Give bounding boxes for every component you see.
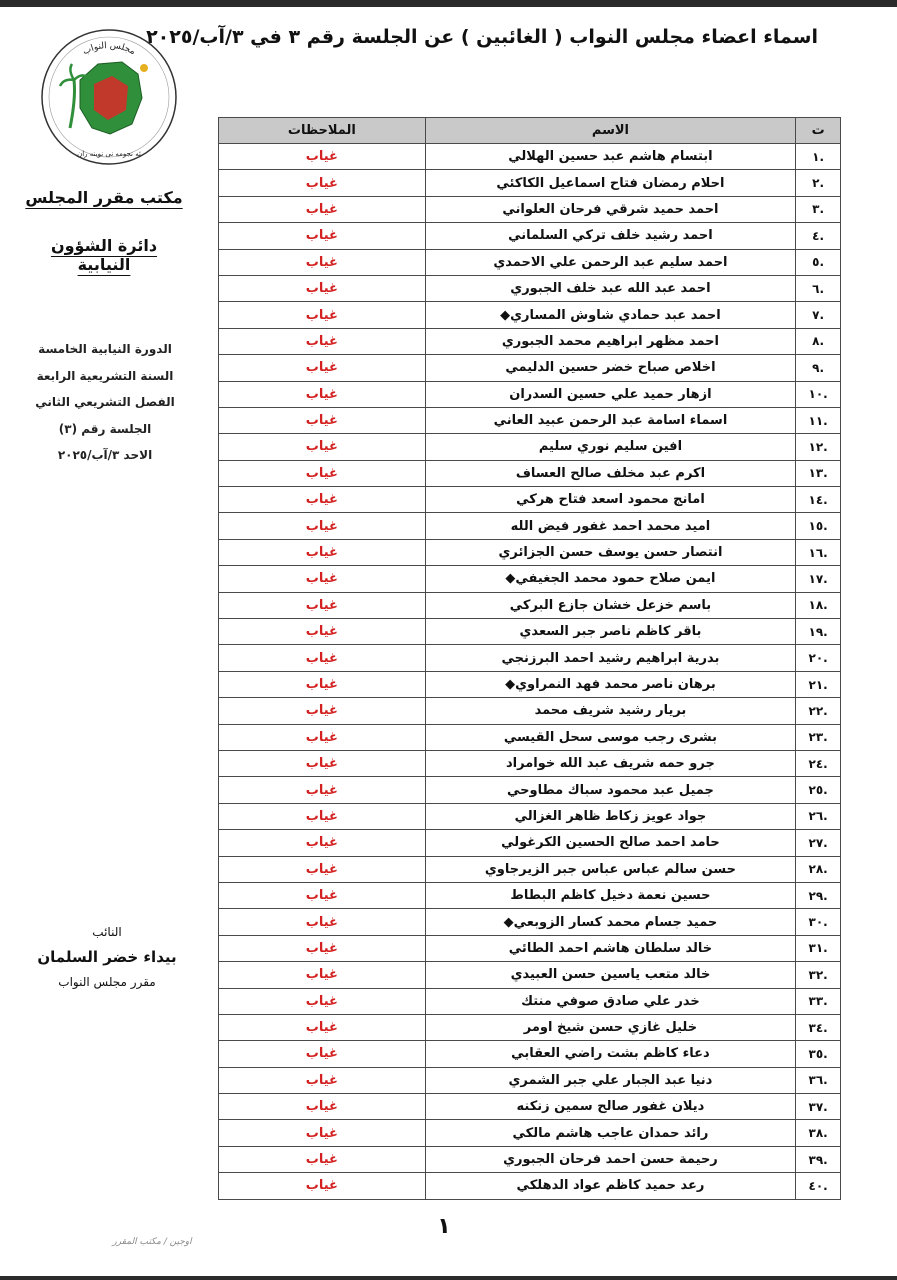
member-name: احمد حميد شرقي فرحان العلواني bbox=[425, 196, 796, 222]
row-number: .١٩ bbox=[796, 619, 841, 645]
absence-note: غياب bbox=[219, 487, 426, 513]
absence-note: غياب bbox=[219, 275, 426, 301]
row-number: .٢٢ bbox=[796, 698, 841, 724]
row-number: .٣٨ bbox=[796, 1120, 841, 1146]
member-name: افين سليم نوري سليم bbox=[425, 434, 796, 460]
member-name: بدرية ابراهيم رشيد احمد البرزنجي bbox=[425, 645, 796, 671]
logo-text-top: مجلس النواب bbox=[81, 40, 137, 58]
row-number: .٣٢ bbox=[796, 962, 841, 988]
row-number: .٢ bbox=[796, 170, 841, 196]
row-number: .٣ bbox=[796, 196, 841, 222]
table-row bbox=[219, 1146, 841, 1172]
absence-note: غياب bbox=[219, 144, 426, 170]
table-row bbox=[219, 1173, 841, 1199]
table-body bbox=[219, 144, 841, 1200]
member-name: باقر كاظم ناصر جبر السعدي bbox=[425, 619, 796, 645]
member-name: اخلاص صباح خضر حسين الدليمي bbox=[425, 355, 796, 381]
table-row bbox=[219, 830, 841, 856]
document-title: اسماء اعضاء مجلس النواب ( الغائبين ) عن الجلسة رقم ٣ في ٣/آب/٢٠٢٥ bbox=[146, 26, 818, 48]
member-name: ابتسام هاشم عبد حسين الهلالي bbox=[425, 144, 796, 170]
bottom-border bbox=[0, 1276, 897, 1280]
table-row bbox=[219, 1120, 841, 1146]
table-row bbox=[219, 935, 841, 961]
table-row bbox=[219, 803, 841, 829]
absence-note: غياب bbox=[219, 1120, 426, 1146]
member-name: اميد محمد احمد غفور فيض الله bbox=[425, 513, 796, 539]
absence-note: غياب bbox=[219, 434, 426, 460]
absence-note: غياب bbox=[219, 592, 426, 618]
member-name: رعد حميد كاظم عواد الدهلكي bbox=[425, 1173, 796, 1199]
table-row bbox=[219, 698, 841, 724]
member-name: برهان ناصر محمد فهد النمراوي◆ bbox=[425, 671, 796, 697]
absence-note: غياب bbox=[219, 1041, 426, 1067]
table-header-row bbox=[219, 118, 841, 144]
member-name: خليل غازي حسن شيخ اومر bbox=[425, 1014, 796, 1040]
absence-note: غياب bbox=[219, 856, 426, 882]
absence-note: غياب bbox=[219, 328, 426, 354]
absence-note: غياب bbox=[219, 355, 426, 381]
member-name: خدر علي صادق صوفي منتك bbox=[425, 988, 796, 1014]
row-number: .٣٥ bbox=[796, 1041, 841, 1067]
absent-members-table bbox=[218, 117, 841, 1200]
absence-note: غياب bbox=[219, 1146, 426, 1172]
absence-note: غياب bbox=[219, 962, 426, 988]
member-name: باسم خزعل خشان جازع البركي bbox=[425, 592, 796, 618]
table-row bbox=[219, 328, 841, 354]
absence-note: غياب bbox=[219, 170, 426, 196]
absence-note: غياب bbox=[219, 1173, 426, 1199]
member-name: احلام رمضان فتاح اسماعيل الكاكئي bbox=[425, 170, 796, 196]
member-name: احمد رشيد خلف تركي السلماني bbox=[425, 223, 796, 249]
table-row bbox=[219, 144, 841, 170]
footnote: اوجين / مكتب المقرر bbox=[112, 1237, 192, 1247]
absence-note: غياب bbox=[219, 223, 426, 249]
header-notes: الملاحظات bbox=[219, 118, 426, 144]
row-number: .٦ bbox=[796, 275, 841, 301]
table-row bbox=[219, 460, 841, 486]
absence-note: غياب bbox=[219, 460, 426, 486]
signature-role: مقرر مجلس النواب bbox=[58, 975, 156, 989]
row-number: .١ bbox=[796, 144, 841, 170]
member-name: جواد عويز زكاط ظاهر الغزالي bbox=[425, 803, 796, 829]
page-number: ١ bbox=[437, 1214, 451, 1239]
member-name: رائد حمدان عاجب هاشم مالكي bbox=[425, 1120, 796, 1146]
row-number: .٩ bbox=[796, 355, 841, 381]
table-row bbox=[219, 355, 841, 381]
session-line-date: الاحد ٣/آب/٢٠٢٥ bbox=[57, 448, 153, 463]
row-number: .٣٣ bbox=[796, 988, 841, 1014]
row-number: .٢٣ bbox=[796, 724, 841, 750]
table-row bbox=[219, 645, 841, 671]
absence-note: غياب bbox=[219, 539, 426, 565]
absence-note: غياب bbox=[219, 777, 426, 803]
row-number: .٣٧ bbox=[796, 1094, 841, 1120]
table-row bbox=[219, 750, 841, 776]
table-row bbox=[219, 724, 841, 750]
member-name: جرو حمه شريف عبد الله خوامراد bbox=[425, 750, 796, 776]
session-line-year: السنة التشريعية الرابعة bbox=[36, 368, 174, 383]
member-name: احمد عبد الله عبد خلف الجبوري bbox=[425, 275, 796, 301]
table-row bbox=[219, 275, 841, 301]
table-row bbox=[219, 1094, 841, 1120]
table-row bbox=[219, 962, 841, 988]
absence-note: غياب bbox=[219, 1014, 426, 1040]
absence-note: غياب bbox=[219, 407, 426, 433]
row-number: .٢٦ bbox=[796, 803, 841, 829]
row-number: .١١ bbox=[796, 407, 841, 433]
member-name: دنيا عبد الجبار علي جبر الشمري bbox=[425, 1067, 796, 1093]
member-name: حميد جسام محمد كسار الزوبعي◆ bbox=[425, 909, 796, 935]
absence-note: غياب bbox=[219, 803, 426, 829]
table-row bbox=[219, 223, 841, 249]
absence-note: غياب bbox=[219, 882, 426, 908]
signature-name: بيداء خضر السلمان bbox=[37, 948, 177, 966]
row-number: .١٣ bbox=[796, 460, 841, 486]
absence-note: غياب bbox=[219, 830, 426, 856]
row-number: .٤٠ bbox=[796, 1173, 841, 1199]
absence-note: غياب bbox=[219, 1094, 426, 1120]
member-name: خالد سلطان هاشم احمد الطائي bbox=[425, 935, 796, 961]
table-row bbox=[219, 909, 841, 935]
table-row bbox=[219, 407, 841, 433]
table-row bbox=[219, 1014, 841, 1040]
row-number: .٢٨ bbox=[796, 856, 841, 882]
absence-note: غياب bbox=[219, 724, 426, 750]
member-name: انتصار حسن يوسف حسن الجزائري bbox=[425, 539, 796, 565]
row-number: .٨ bbox=[796, 328, 841, 354]
office-title: مكتب مقرر المجلس bbox=[25, 188, 183, 207]
top-border bbox=[0, 0, 897, 7]
row-number: .٢٧ bbox=[796, 830, 841, 856]
row-number: .٥ bbox=[796, 249, 841, 275]
row-number: .٣٤ bbox=[796, 1014, 841, 1040]
absence-note: غياب bbox=[219, 513, 426, 539]
member-name: اسماء اسامة عبد الرحمن عبيد العاني bbox=[425, 407, 796, 433]
absence-note: غياب bbox=[219, 698, 426, 724]
logo-text-bottom: ئه نجومه نى نوينه ران bbox=[77, 150, 141, 158]
table-row bbox=[219, 1041, 841, 1067]
absence-note: غياب bbox=[219, 909, 426, 935]
member-name: جميل عبد محمود سباك مطاوحي bbox=[425, 777, 796, 803]
row-number: .١٢ bbox=[796, 434, 841, 460]
row-number: .٣٦ bbox=[796, 1067, 841, 1093]
absence-note: غياب bbox=[219, 645, 426, 671]
row-number: .٧ bbox=[796, 302, 841, 328]
row-number: .٢٩ bbox=[796, 882, 841, 908]
row-number: .٣٩ bbox=[796, 1146, 841, 1172]
table-row bbox=[219, 882, 841, 908]
member-name: حسن سالم عباس عباس جبر الزيرجاوي bbox=[425, 856, 796, 882]
member-name: ايمن صلاح حمود محمد الجغيفي◆ bbox=[425, 566, 796, 592]
absence-note: غياب bbox=[219, 566, 426, 592]
member-name: حامد احمد صالح الحسين الكرغولي bbox=[425, 830, 796, 856]
row-number: .٢٠ bbox=[796, 645, 841, 671]
table-row bbox=[219, 170, 841, 196]
member-name: امانج محمود اسعد فتاح هركي bbox=[425, 487, 796, 513]
header-name: الاسم bbox=[425, 118, 796, 144]
session-line-term: الدورة النيابية الخامسة bbox=[38, 342, 172, 356]
member-name: حسين نعمة دخيل كاظم البطاط bbox=[425, 882, 796, 908]
member-name: خالد متعب ياسين حسن العبيدي bbox=[425, 962, 796, 988]
member-name: ازهار حميد علي حسين السدران bbox=[425, 381, 796, 407]
member-name: احمد مظهر ابراهيم محمد الجبوري bbox=[425, 328, 796, 354]
table-row bbox=[219, 249, 841, 275]
row-number: .٣١ bbox=[796, 935, 841, 961]
table-row bbox=[219, 671, 841, 697]
department-title: دائرة الشؤون النيابية bbox=[50, 236, 158, 274]
member-name: احمد عبد حمادي شاوش المساري◆ bbox=[425, 302, 796, 328]
table-row bbox=[219, 619, 841, 645]
row-number: .١٠ bbox=[796, 381, 841, 407]
table-row bbox=[219, 777, 841, 803]
member-name: اكرم عبد مخلف صالح العساف bbox=[425, 460, 796, 486]
table-row bbox=[219, 1067, 841, 1093]
table-row bbox=[219, 434, 841, 460]
member-name: دعاء كاظم بشت راضي العقابي bbox=[425, 1041, 796, 1067]
absence-note: غياب bbox=[219, 935, 426, 961]
row-number: .٣٠ bbox=[796, 909, 841, 935]
member-name: احمد سليم عبد الرحمن علي الاحمدي bbox=[425, 249, 796, 275]
member-name: بشرى رجب موسى سحل القيسي bbox=[425, 724, 796, 750]
row-number: .١٦ bbox=[796, 539, 841, 565]
table-row bbox=[219, 988, 841, 1014]
session-info bbox=[20, 336, 190, 469]
row-number: .٢٥ bbox=[796, 777, 841, 803]
absence-note: غياب bbox=[219, 196, 426, 222]
signature-title: النائب bbox=[92, 925, 122, 939]
signature-block bbox=[22, 920, 192, 994]
absence-note: غياب bbox=[219, 750, 426, 776]
row-number: .٢١ bbox=[796, 671, 841, 697]
table-row bbox=[219, 592, 841, 618]
row-number: .٤ bbox=[796, 223, 841, 249]
row-number: .١٥ bbox=[796, 513, 841, 539]
parliament-logo bbox=[40, 28, 178, 166]
member-name: بريار رشيد شريف محمد bbox=[425, 698, 796, 724]
header-number: ت bbox=[796, 118, 841, 144]
absence-note: غياب bbox=[219, 619, 426, 645]
session-line-chapter: الفصل التشريعي الثاني bbox=[35, 395, 175, 410]
row-number: .١٤ bbox=[796, 487, 841, 513]
table-row bbox=[219, 302, 841, 328]
row-number: .٢٤ bbox=[796, 750, 841, 776]
table-row bbox=[219, 856, 841, 882]
table-row bbox=[219, 196, 841, 222]
absence-note: غياب bbox=[219, 249, 426, 275]
session-line-number: الجلسة رقم (٣) bbox=[58, 421, 152, 436]
table-row bbox=[219, 513, 841, 539]
absence-note: غياب bbox=[219, 381, 426, 407]
absence-note: غياب bbox=[219, 1067, 426, 1093]
table-row bbox=[219, 487, 841, 513]
member-name: ديلان غفور صالح سمين زنكنه bbox=[425, 1094, 796, 1120]
table-row bbox=[219, 381, 841, 407]
table-row bbox=[219, 539, 841, 565]
absence-note: غياب bbox=[219, 988, 426, 1014]
row-number: .١٧ bbox=[796, 566, 841, 592]
row-number: .١٨ bbox=[796, 592, 841, 618]
table-row bbox=[219, 566, 841, 592]
member-name: رحيمة حسن احمد فرحان الجبوري bbox=[425, 1146, 796, 1172]
absence-note: غياب bbox=[219, 302, 426, 328]
absence-note: غياب bbox=[219, 671, 426, 697]
